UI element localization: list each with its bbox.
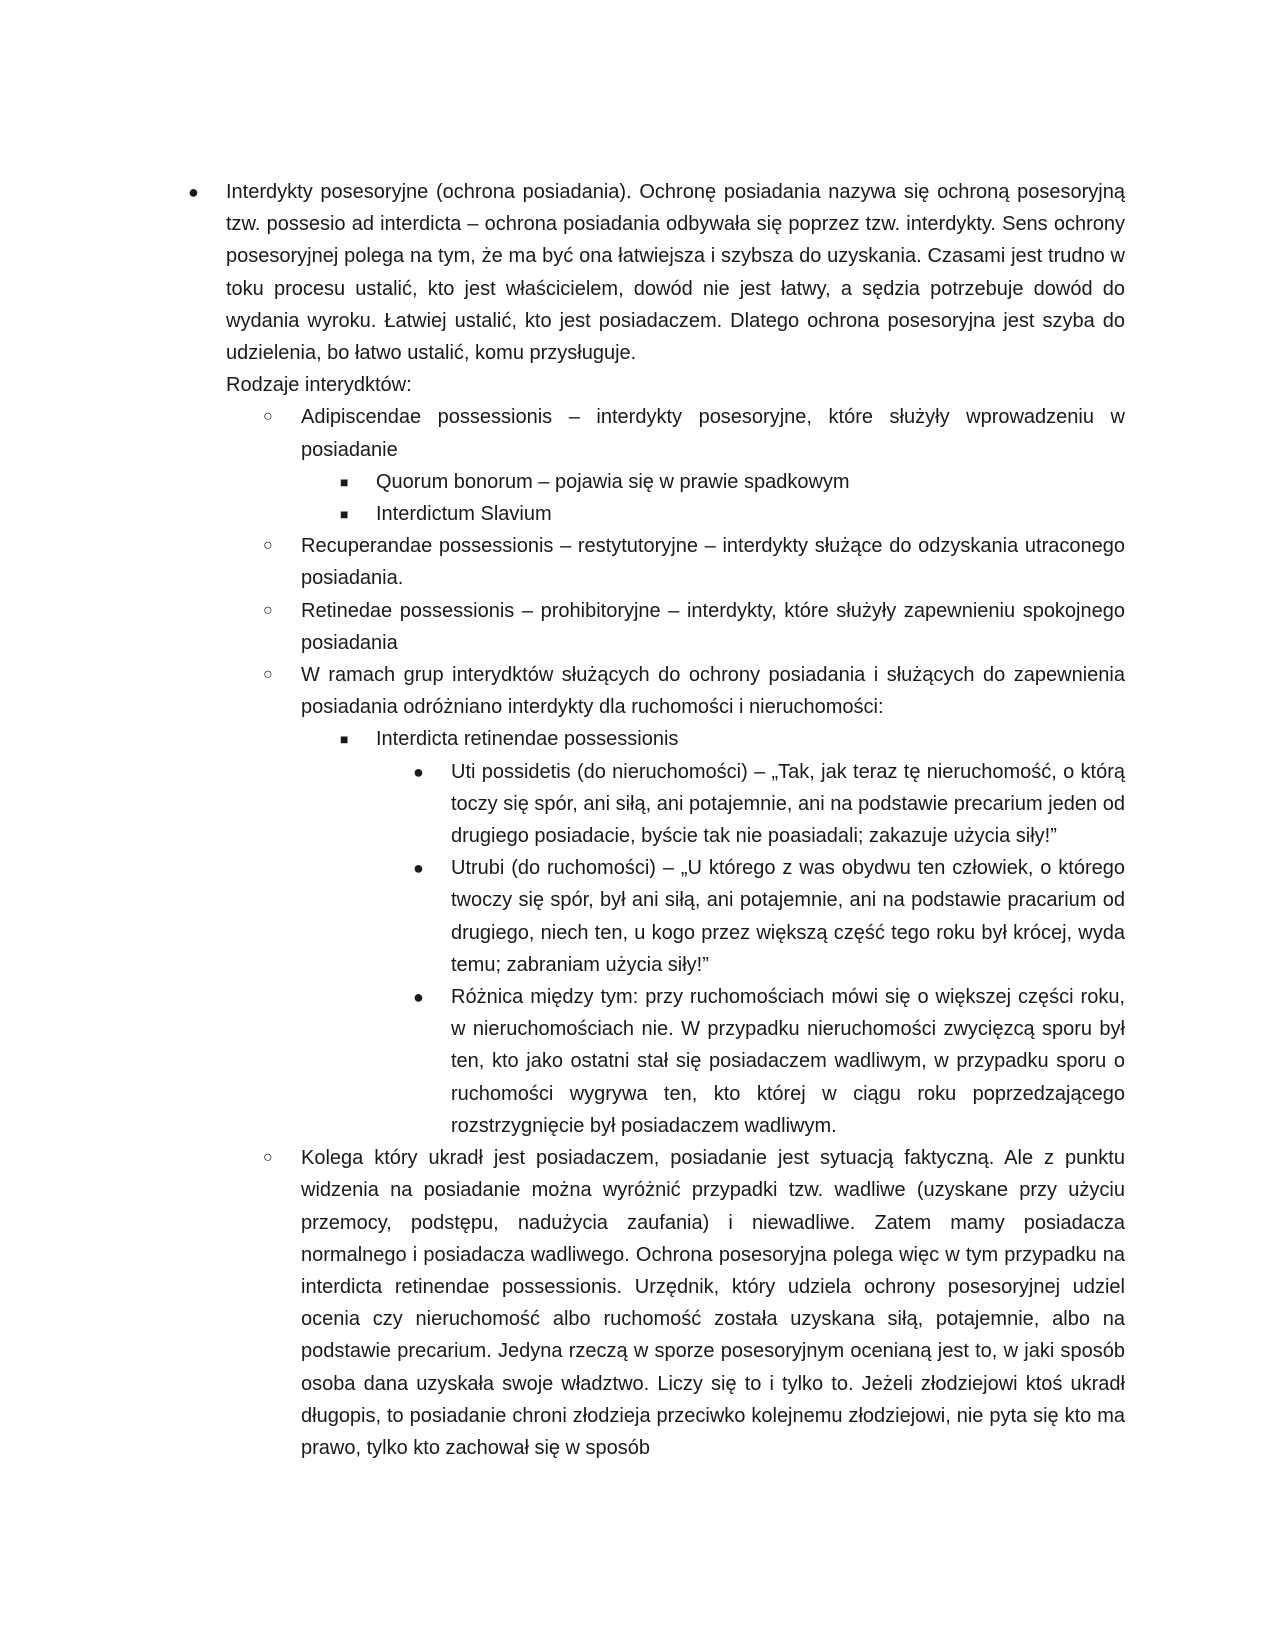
types-heading-block [226, 369, 1125, 401]
utrubi-text: Utrubi (do ruchomości) – „U którego z was obydwu ten człowiek, o którego twoczy się spór, był ani siłą, ani potajemnie, ani na podstawie pracarium od drugiego, niech ten, u kogo przez większą część tego roku był krócej, wyda temu; zabraniam użycia siły!” [451, 857, 1125, 976]
list-item-interdykty-posesoryjne [188, 176, 1125, 369]
difference-text: Różnica między tym: przy ruchomościach mówi się o większej części roku, w nieruchomościach nie. W przypadku nieruchomości zwycięzcą sporu był ten, kto jako ostatni stał się posiadaczem wadliwym, w przypadku sporu o ruchomości wygrywa ten, kto której w ciągu roku poprzedzającego rozstrzygnięcie był posiadaczem wadliwym. [451, 986, 1125, 1137]
list-item-kolega [263, 1142, 1125, 1464]
bullet-icon: ● [413, 858, 424, 879]
recuperandae-text: Recuperandae possessionis – restytutoryjne – interdykty służące do odzyskania utraconego posiadania. [301, 535, 1125, 590]
list-item-utrubi [413, 852, 1125, 981]
list-item-interdicta-retinendae [340, 723, 1125, 755]
interdicta-retinendae-text: Interdicta retinendae possessionis [376, 728, 679, 751]
square-bullet-icon: ■ [340, 731, 349, 748]
retinendae-text: Retinedae possessionis – prohibitoryjne – interdykty, które służyły zapewnieniu spokojnego posiadania [301, 599, 1125, 654]
list-item-interdictum-salvium [340, 498, 1125, 530]
bullet-icon: ● [413, 987, 424, 1008]
types-heading: Rodzaje interydktów: [226, 374, 412, 397]
square-bullet-icon: ■ [340, 506, 349, 523]
bullet-icon: ● [413, 761, 424, 782]
quorum-text: Quorum bonorum – pojawia się w prawie spadkowym [376, 470, 850, 493]
list-item-quorum-bonorum [340, 466, 1125, 498]
intro-paragraph: Interdykty posesoryjne (ochrona posiadania). Ochronę posiadania nazywa się ochroną posesoryjną tzw. possesio ad interdicta – ochrona posiadania odbywała się poprzez tzw. interdykty. Sens ochrony posesoryjnej polega na tym, że ma być ona łatwiejsza i szybsza do uzyskania. Czasami jest trudno w toku procesu ustalić, kto jest właścicielem, dowód nie jest łatwy, a sędzia potrzebuje dowód do wydania wyroku. Łatwiej ustalić, kto jest posiadaczem. Dlatego ochrona posesoryjna jest szyba do udzielenia, bo łatwo ustalić, komu przysługuje. [226, 181, 1125, 365]
adipiscendae-text: Adipiscendae possessionis – interdykty posesoryjne, które służyły wprowadzeniu w posiadanie [301, 406, 1125, 461]
kolega-text: Kolega który ukradł jest posiadaczem, posiadanie jest sytuacją faktyczną. Ale z punktu widzenia na posiadanie można wyróżnić przypadki tzw. wadliwe (uzyskane przy użyciu przemocy, podstępu, nadużycia zaufania) i niewadliwe. Zatem mamy posiadacza normalnego i posiadacza wadliwego. Ochrona posesoryjna polega więc w tym przypadku na interdicta retinendae possessionis. Urzędnik, który udziela ochrony posesoryjnej udziel ocenia czy nieruchomość albo ruchomość została uzyskana siłą, potajemnie, albo na podstawie precarium. Jedyna rzeczą w sporze posesoryjnym ocenianą jest to, w jaki sposób osoba dana uzyskała swoje władztwo. Liczy się to i tylko to. Jeżeli złodziejowi ktoś ukradł długopis, to posiadanie chroni złodzieja przeciwko kolejnemu złodziejowi, nie pyta się kto ma prawo, tylko kto zachował się w sposób [301, 1147, 1125, 1459]
list-item-groups [263, 659, 1125, 723]
list-item-recuperandae [263, 530, 1125, 594]
groups-text: W ramach grup interydktów służących do ochrony posiadania i służących do zapewnienia posiadania odróżniano interdykty dla ruchomości i nieruchomości: [301, 664, 1125, 719]
bullet-icon: ● [188, 182, 199, 202]
circle-bullet-icon: ○ [263, 666, 273, 684]
list-item-uti-possidetis [413, 756, 1125, 853]
uti-possidetis-text: Uti possidetis (do nieruchomości) – „Tak, jak teraz tę nieruchomość, o którą toczy się spór, ani siłą, ani potajemnie, ani na podstawie precarium jeden od drugiego posiadacie, byście tak nie poasiadali; zakazuje użycia siły!” [451, 760, 1125, 848]
square-bullet-icon: ■ [340, 473, 349, 490]
circle-bullet-icon: ○ [263, 408, 273, 426]
list-item-adipiscendae [263, 401, 1125, 465]
salvium-text: Interdictum Slavium [376, 503, 552, 526]
circle-bullet-icon: ○ [263, 601, 273, 619]
list-item-difference [413, 981, 1125, 1142]
list-item-retinendae [263, 595, 1125, 659]
document-body [0, 176, 1275, 1464]
circle-bullet-icon: ○ [263, 537, 273, 555]
circle-bullet-icon: ○ [263, 1149, 273, 1167]
